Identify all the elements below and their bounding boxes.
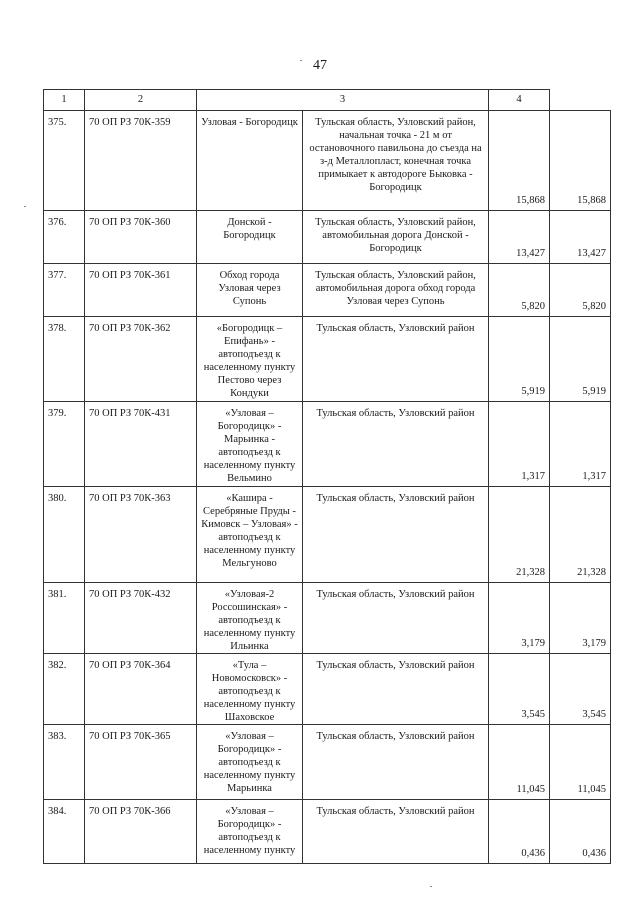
road-length: 5,919 bbox=[489, 317, 550, 402]
road-code: 70 ОП РЗ 70К-361 bbox=[85, 264, 197, 317]
road-location: Тульская область, Узловский район bbox=[303, 725, 489, 800]
road-code: 70 ОП РЗ 70К-432 bbox=[85, 583, 197, 654]
road-name: «Узловая – Богородицк» - Марьинка - автоподъезд к населенному пункту Вельмино bbox=[197, 402, 303, 487]
road-length-total: 5,919 bbox=[550, 317, 611, 402]
road-name: «Узловая – Богородицк» - автоподъезд к населенному пункту bbox=[197, 800, 303, 864]
road-location: Тульская область, Узловский район, автомобильная дорога обход города Узловая через Супонь bbox=[303, 264, 489, 317]
table-row bbox=[44, 317, 611, 402]
road-length-total: 3,545 bbox=[550, 654, 611, 725]
table-row bbox=[44, 583, 611, 654]
road-length: 13,427 bbox=[489, 211, 550, 264]
road-length: 5,820 bbox=[489, 264, 550, 317]
table-body bbox=[44, 90, 611, 864]
road-code: 70 ОП РЗ 70К-360 bbox=[85, 211, 197, 264]
road-name: «Кашира - Серебряные Пруды - Кимовск – Узловая» - автоподъезд к населенному пункту Мельгуново bbox=[197, 487, 303, 583]
header-col-1: 1 bbox=[44, 90, 85, 111]
table-header-row bbox=[44, 90, 611, 111]
road-length-total: 11,045 bbox=[550, 725, 611, 800]
road-location: Тульская область, Узловский район bbox=[303, 800, 489, 864]
road-registry-table bbox=[43, 89, 611, 864]
road-name: Донской - Богородицк bbox=[197, 211, 303, 264]
table-row bbox=[44, 654, 611, 725]
road-location: Тульская область, Узловский район bbox=[303, 402, 489, 487]
table-row bbox=[44, 725, 611, 800]
road-length-total: 0,436 bbox=[550, 800, 611, 864]
row-number: 380. bbox=[44, 487, 85, 583]
road-name: Узловая - Богородицк bbox=[197, 111, 303, 211]
road-code: 70 ОП РЗ 70К-363 bbox=[85, 487, 197, 583]
road-length-total: 5,820 bbox=[550, 264, 611, 317]
road-code: 70 ОП РЗ 70К-365 bbox=[85, 725, 197, 800]
road-length-total: 15,868 bbox=[550, 111, 611, 211]
road-code: 70 ОП РЗ 70К-362 bbox=[85, 317, 197, 402]
road-name: «Тула – Новомосковск» - автоподъезд к населенному пункту Шаховское bbox=[197, 654, 303, 725]
road-location: Тульская область, Узловский район, автомобильная дорога Донской - Богородицк bbox=[303, 211, 489, 264]
road-name: Обход города Узловая через Супонь bbox=[197, 264, 303, 317]
road-length: 3,545 bbox=[489, 654, 550, 725]
road-length: 3,179 bbox=[489, 583, 550, 654]
road-name: «Богородицк – Епифань» - автоподъезд к населенному пункту Пестово через Кондуки bbox=[197, 317, 303, 402]
row-number: 377. bbox=[44, 264, 85, 317]
road-length-total: 13,427 bbox=[550, 211, 611, 264]
page-number: 47 bbox=[313, 58, 327, 73]
road-length: 1,317 bbox=[489, 402, 550, 487]
row-number: 384. bbox=[44, 800, 85, 864]
row-number: 378. bbox=[44, 317, 85, 402]
road-length: 11,045 bbox=[489, 725, 550, 800]
road-code: 70 ОП РЗ 70К-359 bbox=[85, 111, 197, 211]
table-row bbox=[44, 211, 611, 264]
road-location: Тульская область, Узловский район bbox=[303, 487, 489, 583]
table-row bbox=[44, 402, 611, 487]
road-location: Тульская область, Узловский район bbox=[303, 317, 489, 402]
road-name: «Узловая-2 Россошинская» - автоподъезд к населенному пункту Ильинка bbox=[197, 583, 303, 654]
road-location: Тульская область, Узловский район bbox=[303, 654, 489, 725]
row-number: 382. bbox=[44, 654, 85, 725]
table-row bbox=[44, 800, 611, 864]
road-length-total: 3,179 bbox=[550, 583, 611, 654]
road-code: 70 ОП РЗ 70К-364 bbox=[85, 654, 197, 725]
table-row bbox=[44, 264, 611, 317]
table-row bbox=[44, 111, 611, 211]
road-location: Тульская область, Узловский район, начальная точка - 21 м от остановочного павильона до съезда на з-д Металлопласт, конечная точка примыкает к автодороге Быковка - Богородицк bbox=[303, 111, 489, 211]
road-code: 70 ОП РЗ 70К-431 bbox=[85, 402, 197, 487]
scan-speck bbox=[300, 60, 302, 61]
table-row bbox=[44, 487, 611, 583]
road-length: 15,868 bbox=[489, 111, 550, 211]
scan-speck bbox=[24, 206, 26, 207]
road-length-total: 21,328 bbox=[550, 487, 611, 583]
road-name: «Узловая – Богородицк» - автоподъезд к населенному пункту Марьинка bbox=[197, 725, 303, 800]
header-col-2: 2 bbox=[85, 90, 197, 111]
road-location: Тульская область, Узловский район bbox=[303, 583, 489, 654]
road-length-total: 1,317 bbox=[550, 402, 611, 487]
road-length: 21,328 bbox=[489, 487, 550, 583]
row-number: 375. bbox=[44, 111, 85, 211]
row-number: 376. bbox=[44, 211, 85, 264]
scan-speck bbox=[430, 886, 432, 887]
road-code: 70 ОП РЗ 70К-366 bbox=[85, 800, 197, 864]
row-number: 383. bbox=[44, 725, 85, 800]
road-length: 0,436 bbox=[489, 800, 550, 864]
row-number: 381. bbox=[44, 583, 85, 654]
row-number: 379. bbox=[44, 402, 85, 487]
header-col-3: 3 bbox=[197, 90, 489, 111]
header-col-4: 4 bbox=[489, 90, 550, 111]
